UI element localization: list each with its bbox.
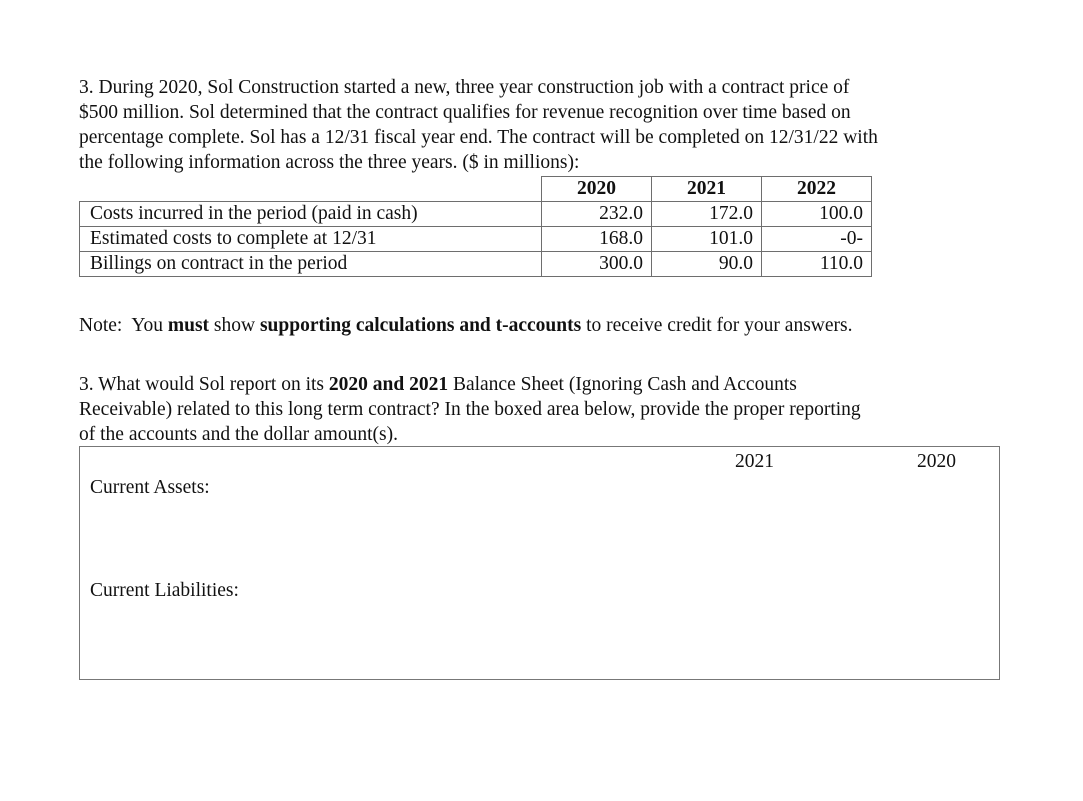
answer-column-2021: 2021 bbox=[735, 451, 774, 472]
table-header-year: 2020 bbox=[542, 177, 652, 202]
current-assets-label: Current Assets: bbox=[90, 477, 210, 498]
question-prefix: 3. What would Sol report on its bbox=[79, 374, 329, 395]
cell-value: 110.0 bbox=[762, 252, 872, 277]
question-line-3: of the accounts and the dollar amount(s). bbox=[79, 424, 398, 445]
note-text bbox=[79, 313, 1009, 338]
cell-value: 90.0 bbox=[652, 252, 762, 277]
problem-line-1: 3. During 2020, Sol Construction started a new, three year construction job with a contract price of bbox=[79, 77, 850, 98]
current-liabilities-label: Current Liabilities: bbox=[90, 580, 239, 601]
question-line-1 bbox=[79, 372, 1009, 397]
answer-column-2020: 2020 bbox=[917, 451, 956, 472]
answer-box[interactable] bbox=[79, 446, 1000, 680]
note-mid: show bbox=[209, 315, 260, 336]
contract-data-table bbox=[79, 176, 872, 277]
cell-value: 172.0 bbox=[652, 202, 762, 227]
row-label: Estimated costs to complete at 12/31 bbox=[80, 227, 542, 252]
cell-value: -0- bbox=[762, 227, 872, 252]
cell-value: 100.0 bbox=[762, 202, 872, 227]
table-row bbox=[80, 252, 872, 277]
table-header-year: 2022 bbox=[762, 177, 872, 202]
cell-value: 232.0 bbox=[542, 202, 652, 227]
problem-line-2: $500 million. Sol determined that the contract qualifies for revenue recognition over time based on bbox=[79, 102, 851, 123]
note-prefix: Note: You bbox=[79, 315, 168, 336]
table-header-year: 2021 bbox=[652, 177, 762, 202]
note-bold-requirement: supporting calculations and t-accounts bbox=[259, 315, 582, 336]
problem-line-3: percentage complete. Sol has a 12/31 fiscal year end. The contract will be completed on 12/31/22 with bbox=[79, 127, 878, 148]
note-bold-must: must bbox=[167, 315, 210, 336]
table-row bbox=[80, 202, 872, 227]
row-label: Billings on contract in the period bbox=[80, 252, 542, 277]
problem-statement bbox=[79, 75, 1009, 175]
question-bold-years: 2020 and 2021 bbox=[328, 374, 449, 395]
problem-line-4: the following information across the three years. ($ in millions): bbox=[79, 152, 580, 173]
cell-value: 300.0 bbox=[542, 252, 652, 277]
table-header-blank bbox=[80, 177, 542, 202]
note-suffix: to receive credit for your answers. bbox=[581, 315, 853, 336]
question-line1-rest: Balance Sheet (Ignoring Cash and Accounts bbox=[448, 374, 797, 395]
question-text bbox=[79, 372, 1009, 447]
row-label: Costs incurred in the period (paid in cash) bbox=[80, 202, 542, 227]
table-row bbox=[80, 227, 872, 252]
cell-value: 101.0 bbox=[652, 227, 762, 252]
table-header-row bbox=[80, 177, 872, 202]
question-line-2: Receivable) related to this long term contract? In the boxed area below, provide the proper reporting bbox=[79, 399, 861, 420]
cell-value: 168.0 bbox=[542, 227, 652, 252]
